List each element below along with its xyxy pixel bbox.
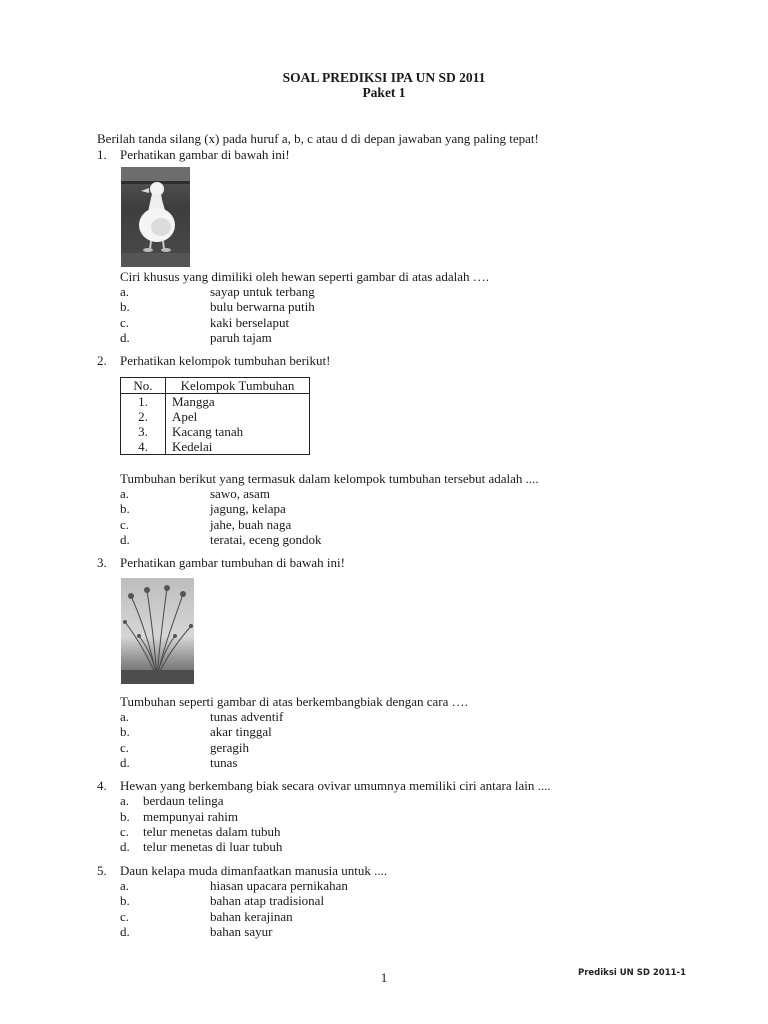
q1-option-a[interactable]: sayap untuk terbang	[210, 284, 315, 299]
q1-option-b-letter[interactable]: b.	[120, 299, 130, 314]
q4-text: Hewan yang berkembang biak secara ovivar umumnya memiliki ciri antara lain ....	[120, 778, 551, 793]
q1-number: 1.	[97, 147, 107, 162]
page-subtitle: Paket 1	[362, 85, 406, 100]
q1-option-c-letter[interactable]: c.	[120, 315, 130, 330]
q2-option-d-letter[interactable]: d.	[120, 532, 130, 547]
table-row	[121, 394, 310, 410]
q2-question: Tumbuhan berikut yang termasuk dalam kelompok tumbuhan tersebut adalah ....	[120, 471, 539, 486]
q2-option-d[interactable]: teratai, eceng gondok	[210, 532, 322, 547]
q1-option-d[interactable]: paruh tajam	[210, 330, 272, 345]
table-header-row	[121, 378, 310, 394]
q1-option-c[interactable]: kaki berselaput	[210, 315, 290, 330]
q1-question: Ciri khusus yang dimiliki oleh hewan seperti gambar di atas adalah ….	[120, 269, 489, 284]
q3-option-d[interactable]: tunas	[210, 755, 238, 770]
q4-number: 4.	[97, 778, 107, 793]
q2-option-c[interactable]: jahe, buah naga	[210, 517, 292, 532]
q5-option-b-letter[interactable]: b.	[120, 893, 130, 908]
table-header-no: No.	[121, 378, 166, 394]
table-header-name: Kelompok Tumbuhan	[166, 378, 310, 394]
duck-image	[121, 167, 190, 267]
q3-option-a[interactable]: tunas adventif	[210, 709, 284, 724]
q2-text: Perhatikan kelompok tumbuhan berikut!	[120, 353, 331, 368]
q4-option-d-letter[interactable]: d.	[120, 839, 130, 854]
q3-option-b[interactable]: akar tinggal	[210, 724, 272, 739]
plant-group-table	[120, 377, 310, 455]
footer-label: Prediksi UN SD 2011-1	[578, 968, 686, 978]
q3-option-a-letter[interactable]: a.	[120, 709, 130, 724]
q4-option-d[interactable]: telur menetas di luar tubuh	[143, 839, 283, 854]
table-cell-no: 1.	[121, 394, 166, 410]
q3-option-b-letter[interactable]: b.	[120, 724, 130, 739]
q5-option-c-letter[interactable]: c.	[120, 909, 130, 924]
q2-option-c-letter[interactable]: c.	[120, 517, 130, 532]
table-row	[121, 424, 310, 439]
table-cell-name: Kacang tanah	[172, 424, 244, 439]
q1-text: Perhatikan gambar di bawah ini!	[120, 147, 290, 162]
table-row	[121, 409, 310, 424]
table-row	[121, 439, 310, 455]
q3-number: 3.	[97, 555, 107, 570]
page-title: SOAL PREDIKSI IPA UN SD 2011	[282, 70, 486, 85]
q5-number: 5.	[97, 863, 107, 878]
q2-number: 2.	[97, 353, 107, 368]
q3-option-c[interactable]: geragih	[210, 740, 249, 755]
q5-option-c[interactable]: bahan kerajinan	[210, 909, 293, 924]
q4-option-c[interactable]: telur menetas dalam tubuh	[143, 824, 281, 839]
q5-text: Daun kelapa muda dimanfaatkan manusia untuk ....	[120, 863, 388, 878]
plant-image	[121, 578, 194, 684]
q5-option-d-letter[interactable]: d.	[120, 924, 130, 939]
q3-text: Perhatikan gambar tumbuhan di bawah ini!	[120, 555, 345, 570]
q2-option-a-letter[interactable]: a.	[120, 486, 130, 501]
q3-question: Tumbuhan seperti gambar di atas berkembangbiak dengan cara ….	[120, 694, 468, 709]
instruction: Berilah tanda silang (x) pada huruf a, b, c atau d di depan jawaban yang paling tepat!	[97, 131, 539, 146]
q1-option-b[interactable]: bulu berwarna putih	[210, 299, 315, 314]
q1-option-a-letter[interactable]: a.	[120, 284, 130, 299]
plant-illustration	[121, 578, 194, 684]
q4-option-a[interactable]: berdaun telinga	[143, 793, 224, 808]
table-cell-no: 3.	[121, 424, 166, 439]
q2-option-a[interactable]: sawo, asam	[210, 486, 270, 501]
q2-option-b[interactable]: jagung, kelapa	[210, 501, 286, 516]
q5-option-d[interactable]: bahan sayur	[210, 924, 273, 939]
q5-option-a-letter[interactable]: a.	[120, 878, 130, 893]
q1-option-d-letter[interactable]: d.	[120, 330, 130, 345]
table-cell-no: 2.	[121, 409, 166, 424]
q4-option-a-letter[interactable]: a.	[120, 793, 130, 808]
table-cell-name: Apel	[172, 409, 198, 424]
duck-illustration	[121, 167, 190, 267]
q3-option-c-letter[interactable]: c.	[120, 740, 130, 755]
table-cell-name: Mangga	[172, 394, 215, 409]
q4-option-b[interactable]: mempunyai rahim	[143, 809, 238, 824]
page-number: 1	[380, 970, 388, 985]
q2-option-b-letter[interactable]: b.	[120, 501, 130, 516]
q5-option-b[interactable]: bahan atap tradisional	[210, 893, 325, 908]
q3-option-d-letter[interactable]: d.	[120, 755, 130, 770]
table-cell-no: 4.	[121, 439, 166, 455]
q4-option-c-letter[interactable]: c.	[120, 824, 130, 839]
q5-option-a[interactable]: hiasan upacara pernikahan	[210, 878, 348, 893]
q4-option-b-letter[interactable]: b.	[120, 809, 130, 824]
table-cell-name: Kedelai	[172, 439, 213, 454]
